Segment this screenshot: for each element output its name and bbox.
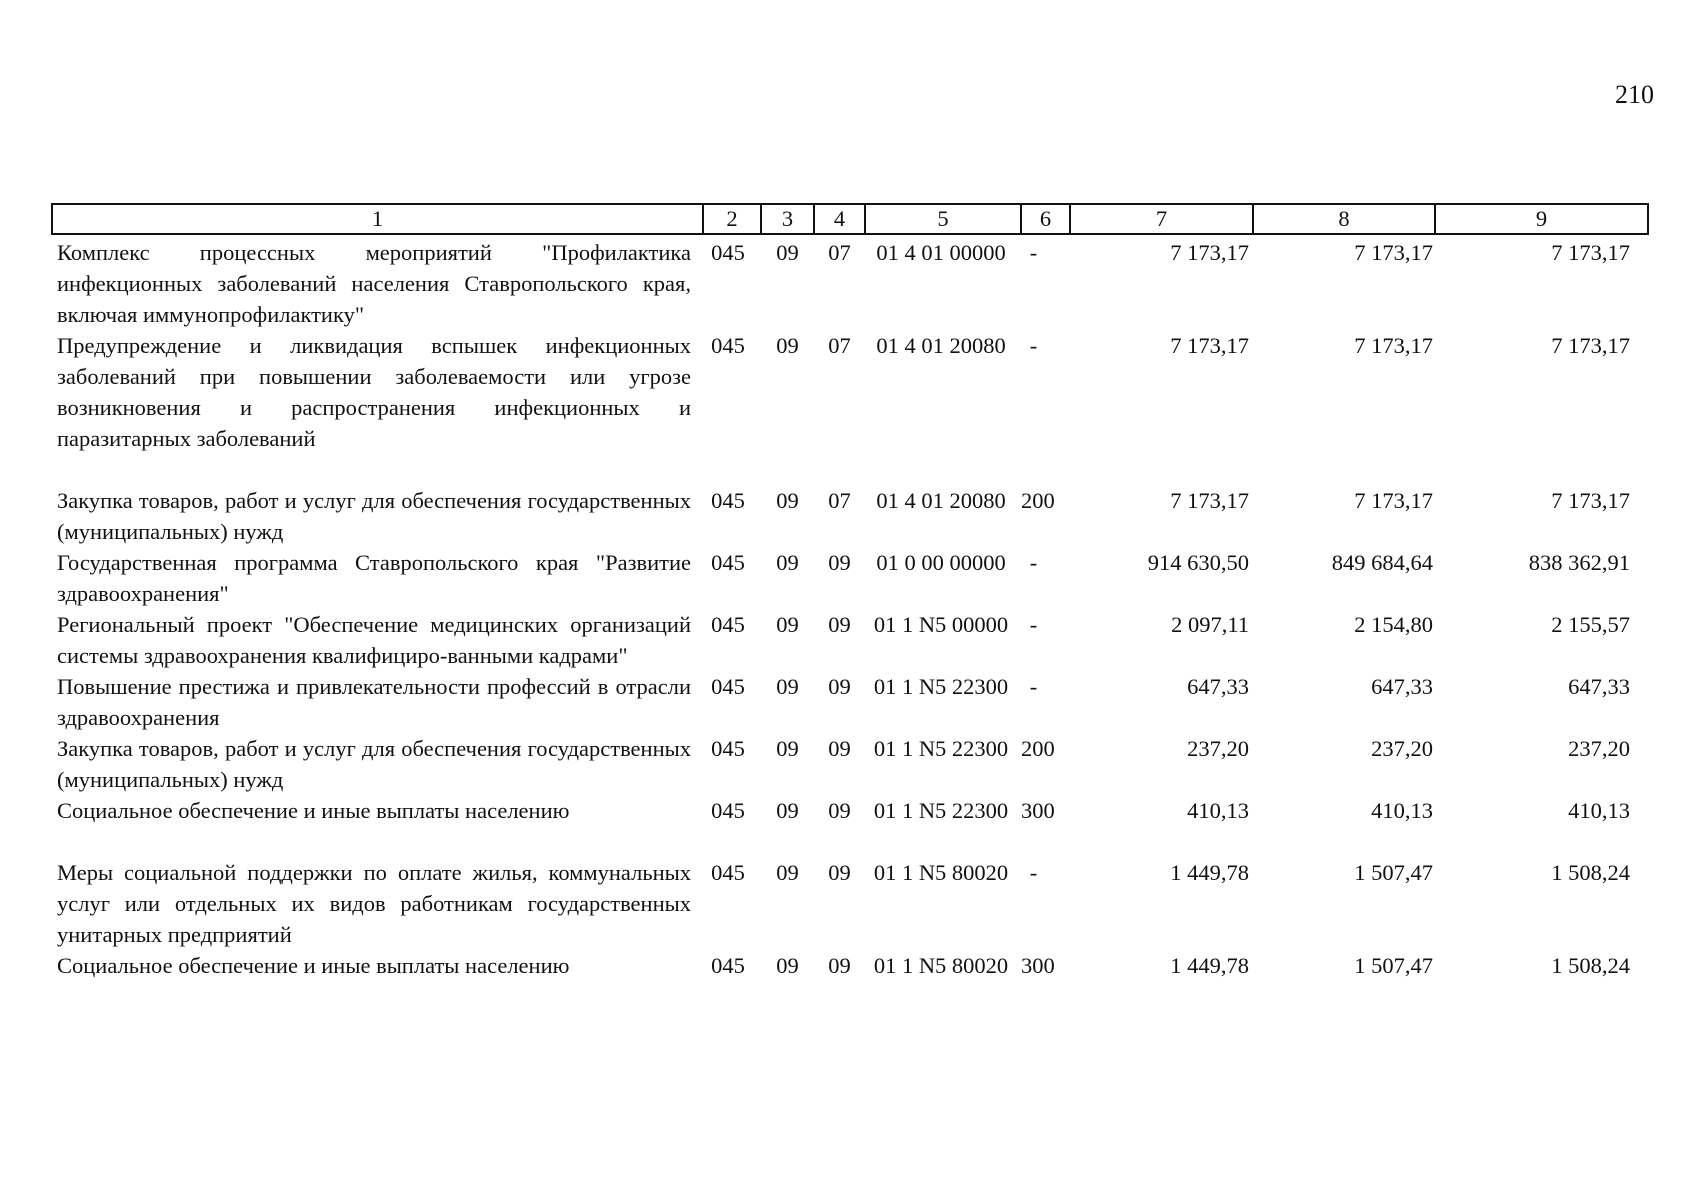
- amount-cell: 7 173,17: [1551, 333, 1630, 358]
- code-cell: 200: [1021, 736, 1055, 761]
- amount-cell: 2 154,80: [1354, 612, 1433, 637]
- amount-cell: 410,13: [1371, 798, 1433, 823]
- column-header: 2: [703, 204, 761, 234]
- code-cell: 045: [711, 953, 745, 978]
- amount-cell: 1 449,78: [1170, 953, 1249, 978]
- amount-cell: 647,33: [1187, 674, 1249, 699]
- amount-cell: 647,33: [1568, 674, 1630, 699]
- code-cell: -: [1029, 550, 1038, 575]
- budget-table: [51, 203, 1649, 981]
- amount-cell: 1 508,24: [1551, 953, 1630, 978]
- code-cell: 01 4 01 00000: [876, 240, 1006, 265]
- code-cell: 07: [828, 333, 851, 358]
- code-cell: 045: [711, 240, 745, 265]
- code-cell: 07: [828, 240, 851, 265]
- code-cell: 045: [711, 798, 745, 823]
- code-cell: -: [1029, 333, 1038, 358]
- column-header: 7: [1070, 204, 1253, 234]
- code-cell: 09: [828, 550, 851, 575]
- item-name: Закупка товаров, работ и услуг для обеспечения государственных (муниципальных) нужд: [57, 736, 691, 792]
- column-header: 4: [814, 204, 865, 234]
- code-cell: 01 4 01 20080: [876, 333, 1006, 358]
- code-cell: 09: [776, 240, 799, 265]
- amount-cell: 7 173,17: [1354, 333, 1433, 358]
- code-cell: 09: [828, 674, 851, 699]
- code-cell: 045: [711, 674, 745, 699]
- amount-cell: 1 449,78: [1170, 860, 1249, 885]
- amount-cell: 7 173,17: [1170, 488, 1249, 513]
- column-header: 9: [1435, 204, 1648, 234]
- column-header: 3: [761, 204, 814, 234]
- table-row: [52, 795, 1648, 857]
- amount-cell: 237,20: [1371, 736, 1433, 761]
- amount-cell: 1 507,47: [1354, 953, 1433, 978]
- amount-cell: 7 173,17: [1551, 488, 1630, 513]
- code-cell: -: [1029, 860, 1038, 885]
- amount-cell: 914 630,50: [1147, 550, 1249, 575]
- amount-cell: 2 097,11: [1171, 612, 1249, 637]
- code-cell: -: [1029, 240, 1038, 265]
- table-row: [52, 857, 1648, 950]
- code-cell: 09: [828, 860, 851, 885]
- code-cell: 01 1 N5 80020: [873, 860, 1009, 885]
- amount-cell: 647,33: [1371, 674, 1433, 699]
- code-cell: 09: [776, 612, 799, 637]
- code-cell: 09: [776, 488, 799, 513]
- item-name: Комплекс процессных мероприятий "Профилактика инфекционных заболеваний населения Ставропольского края, включая иммунопрофилактику": [57, 240, 691, 327]
- code-cell: 09: [776, 550, 799, 575]
- item-name: Государственная программа Ставропольского края "Развитие здравоохранения": [57, 550, 691, 606]
- amount-cell: 7 173,17: [1354, 488, 1433, 513]
- code-cell: 09: [828, 798, 851, 823]
- amount-cell: 7 173,17: [1170, 333, 1249, 358]
- amount-cell: 7 173,17: [1354, 240, 1433, 265]
- item-name: Повышение престижа и привлекательности профессий в отрасли здравоохранения: [57, 674, 691, 730]
- code-cell: 200: [1021, 488, 1055, 513]
- code-cell: 09: [776, 953, 799, 978]
- code-cell: 07: [828, 488, 851, 513]
- column-header: 1: [52, 204, 703, 234]
- code-cell: 045: [711, 612, 745, 637]
- code-cell: 045: [711, 550, 745, 575]
- code-cell: 09: [776, 736, 799, 761]
- code-cell: 01 1 N5 22300: [873, 736, 1009, 761]
- column-header: 6: [1021, 204, 1070, 234]
- item-name: Меры социальной поддержки по оплате жилья, коммунальных услуг или отдельных их видов работникам государственных унитарных предприятий: [57, 860, 691, 947]
- code-cell: 045: [711, 488, 745, 513]
- amount-cell: 7 173,17: [1170, 240, 1249, 265]
- item-name: Предупреждение и ликвидация вспышек инфекционных заболеваний при повышении заболеваемости или угрозе возникновения и распространения инфекционных и паразитарных заболеваний: [57, 333, 691, 451]
- amount-cell: 2 155,57: [1551, 612, 1630, 637]
- code-cell: 09: [776, 674, 799, 699]
- item-name: Социальное обеспечение и иные выплаты населению: [57, 953, 570, 978]
- code-cell: 09: [828, 612, 851, 637]
- code-cell: 09: [828, 736, 851, 761]
- column-header: 8: [1253, 204, 1435, 234]
- code-cell: 01 1 N5 22300: [873, 674, 1009, 699]
- table-row: [52, 950, 1648, 981]
- amount-cell: 1 507,47: [1354, 860, 1433, 885]
- item-name: Региональный проект "Обеспечение медицинских организаций системы здравоохранения квалифициро-ванными кадрами": [57, 612, 691, 668]
- code-cell: 045: [711, 333, 745, 358]
- item-name: Социальное обеспечение и иные выплаты населению: [57, 798, 570, 823]
- table-row: [52, 234, 1648, 330]
- table-row: [52, 733, 1648, 795]
- amount-cell: 849 684,64: [1331, 550, 1433, 575]
- code-cell: 01 1 N5 22300: [873, 798, 1009, 823]
- table-row: [52, 330, 1648, 485]
- table-row: [52, 609, 1648, 671]
- code-cell: 09: [776, 798, 799, 823]
- page-number: 210: [1615, 80, 1654, 109]
- amount-cell: 7 173,17: [1551, 240, 1630, 265]
- code-cell: 01 4 01 20080: [876, 488, 1006, 513]
- code-cell: -: [1029, 674, 1038, 699]
- amount-cell: 410,13: [1568, 798, 1630, 823]
- code-cell: 01 1 N5 80020: [873, 953, 1009, 978]
- amount-cell: 838 362,91: [1528, 550, 1630, 575]
- code-cell: 045: [711, 736, 745, 761]
- code-cell: 045: [711, 860, 745, 885]
- code-cell: 09: [828, 953, 851, 978]
- code-cell: 01 1 N5 00000: [873, 612, 1009, 637]
- table-row: [52, 547, 1648, 609]
- code-cell: 300: [1021, 953, 1055, 978]
- column-header: 5: [865, 204, 1021, 234]
- amount-cell: 1 508,24: [1551, 860, 1630, 885]
- item-name: Закупка товаров, работ и услуг для обеспечения государственных (муниципальных) нужд: [57, 488, 691, 544]
- amount-cell: 237,20: [1187, 736, 1249, 761]
- code-cell: 01 0 00 00000: [876, 550, 1006, 575]
- amount-cell: 237,20: [1568, 736, 1630, 761]
- amount-cell: 410,13: [1187, 798, 1249, 823]
- table-row: [52, 671, 1648, 733]
- table-header-row: [52, 204, 1648, 234]
- code-cell: 300: [1021, 798, 1055, 823]
- code-cell: -: [1029, 612, 1038, 637]
- code-cell: 09: [776, 860, 799, 885]
- table-row: [52, 485, 1648, 547]
- code-cell: 09: [776, 333, 799, 358]
